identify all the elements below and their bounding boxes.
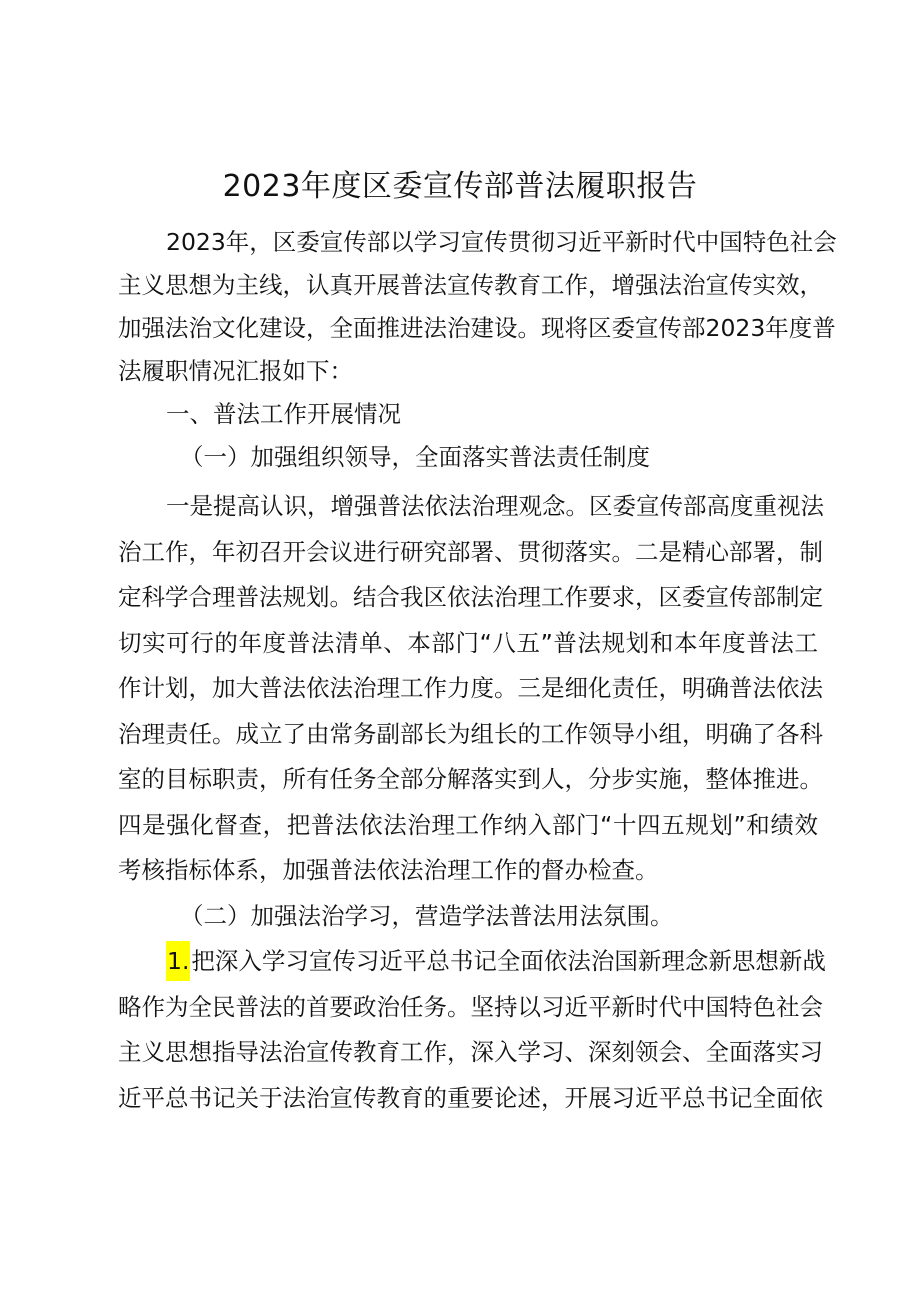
paragraph-line: 室的目标职责，所有任务全部分解落实到人，分步实施，整体推进。 (118, 765, 823, 793)
paragraph-line: 2023年，区委宣传部以学习宣传贯彻习近平新时代中国特色社会 (166, 228, 837, 256)
paragraph-line: 略作为全民普法的首要政治任务。坚持以习近平新时代中国特色社会 (118, 993, 823, 1021)
paragraph-line: 切实可行的年度普法清单、本部门“八五”普法规划和本年度普法工 (118, 629, 818, 657)
subsection-heading: （二）加强法治学习，营造学法普法用法氛围。 (180, 902, 674, 930)
paragraph-line: 考核指标体系，加强普法依法治理工作的督办检查。 (118, 856, 659, 884)
paragraph-line: 作计划，加大普法依法治理工作力度。三是细化责任，明确普法依法 (118, 674, 823, 702)
section-heading: 一、普法工作开展情况 (166, 400, 401, 428)
document-title: 2023年度区委宣传部普法履职报告 (222, 169, 698, 204)
paragraph-line: 治工作，年初召开会议进行研究部署、贯彻落实。二是精心部署，制 (118, 538, 823, 566)
highlighted-number-marker: 1. (166, 941, 190, 981)
paragraph-line: 法履职情况汇报如下： (118, 357, 353, 385)
subsection-heading: （一）加强组织领导，全面落实普法责任制度 (180, 443, 650, 471)
paragraph-line: 定科学合理普法规划。结合我区依法治理工作要求，区委宣传部制定 (118, 583, 823, 611)
paragraph-line: 加强法治文化建设，全面推进法治建设。现将区委宣传部2023年度普 (118, 314, 836, 342)
paragraph-line: 一是提高认识，增强普法依法治理观念。区委宣传部高度重视法 (166, 492, 824, 520)
paragraph-line: 治理责任。成立了由常务副部长为组长的工作领导小组，明确了各科 (118, 720, 823, 748)
paragraph-line: 主义思想指导法治宣传教育工作，深入学习、深刻领会、全面落实习 (118, 1038, 823, 1066)
paragraph-line: 四是强化督查，把普法依法治理工作纳入部门“十四五规划”和绩效 (118, 811, 818, 839)
paragraph-line-numbered (118, 941, 826, 981)
numbered-item-text: 把深入学习宣传习近平总书记全面依法治国新理念新思想新战 (191, 947, 826, 975)
paragraph-line: 主义思想为主线，认真开展普法宣传教育工作，增强法治宣传实效， (118, 271, 823, 299)
paragraph-line: 近平总书记关于法治宣传教育的重要论述，开展习近平总书记全面依 (118, 1084, 823, 1112)
